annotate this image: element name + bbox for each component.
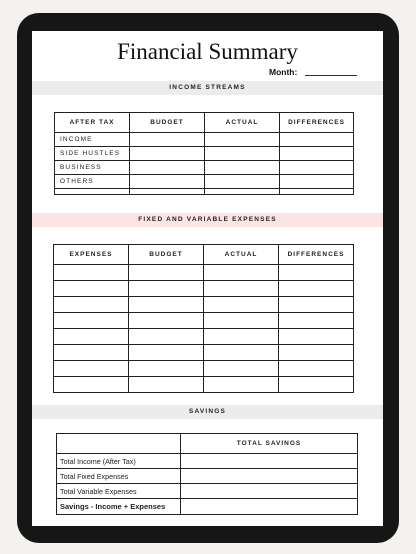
table-row — [55, 189, 354, 195]
table-row — [54, 345, 354, 361]
table-row — [54, 377, 354, 393]
table-cell[interactable] — [279, 281, 354, 297]
income-col-budget: BUDGET — [130, 113, 205, 133]
savings-row-label: Total Income (After Tax) — [57, 454, 181, 469]
table-cell[interactable] — [129, 265, 204, 281]
income-section-header: INCOME STREAMS — [32, 81, 383, 95]
table-cell[interactable] — [129, 313, 204, 329]
table-cell[interactable] — [204, 297, 279, 313]
expenses-table-body — [54, 265, 354, 393]
table-cell — [280, 189, 354, 195]
table-cell[interactable] — [204, 265, 279, 281]
income-table — [54, 112, 354, 195]
table-cell — [205, 189, 280, 195]
table-cell[interactable] — [54, 313, 129, 329]
table-row — [54, 281, 354, 297]
table-cell[interactable] — [205, 147, 280, 161]
expenses-table — [53, 244, 354, 393]
table-cell[interactable] — [129, 281, 204, 297]
expenses-col-actual: ACTUAL — [204, 245, 279, 265]
table-row — [55, 161, 354, 175]
income-row-label: OTHERS — [55, 175, 130, 189]
table-cell[interactable] — [54, 265, 129, 281]
table-row — [57, 469, 358, 484]
table-cell[interactable] — [204, 345, 279, 361]
month-field[interactable] — [305, 75, 357, 76]
table-cell — [130, 189, 205, 195]
table-cell[interactable] — [279, 265, 354, 281]
table-cell[interactable] — [205, 133, 280, 147]
month-label: Month: — [269, 67, 298, 77]
page-title: Financial Summary — [117, 39, 298, 64]
table-cell[interactable] — [204, 361, 279, 377]
table-cell[interactable] — [279, 297, 354, 313]
income-col-differences: DIFFERENCES — [280, 113, 354, 133]
income-col-after-tax: AFTER TAX — [55, 113, 130, 133]
table-cell — [55, 189, 130, 195]
table-cell[interactable] — [204, 377, 279, 393]
income-row-label: SIDE HUSTLES — [55, 147, 130, 161]
table-cell[interactable] — [181, 454, 358, 469]
table-cell[interactable] — [129, 377, 204, 393]
savings-row-label: Total Fixed Expenses — [57, 469, 181, 484]
table-cell[interactable] — [280, 175, 354, 189]
table-row — [54, 329, 354, 345]
table-cell[interactable] — [280, 147, 354, 161]
table-row — [54, 313, 354, 329]
table-cell[interactable] — [54, 345, 129, 361]
table-row — [57, 454, 358, 469]
savings-header-blank — [57, 434, 181, 454]
savings-table — [56, 433, 358, 515]
table-cell[interactable] — [54, 281, 129, 297]
table-row — [55, 147, 354, 161]
savings-final-label: Savings - Income + Expenses — [57, 499, 181, 515]
table-cell[interactable] — [129, 329, 204, 345]
table-cell[interactable] — [54, 377, 129, 393]
document-page — [32, 31, 383, 526]
income-col-actual: ACTUAL — [205, 113, 280, 133]
table-row — [57, 484, 358, 499]
savings-col-total: TOTAL SAVINGS — [181, 434, 358, 454]
table-cell[interactable] — [204, 313, 279, 329]
savings-row-label: Total Variable Expenses — [57, 484, 181, 499]
table-cell[interactable] — [129, 361, 204, 377]
table-cell[interactable] — [54, 361, 129, 377]
expenses-col-budget: BUDGET — [129, 245, 204, 265]
table-cell[interactable] — [54, 329, 129, 345]
table-cell[interactable] — [181, 469, 358, 484]
table-cell[interactable] — [130, 161, 205, 175]
income-row-label: INCOME — [55, 133, 130, 147]
table-row — [54, 265, 354, 281]
savings-section-header: SAVINGS — [32, 405, 383, 419]
table-cell[interactable] — [279, 361, 354, 377]
income-row-label: BUSINESS — [55, 161, 130, 175]
table-cell[interactable] — [181, 484, 358, 499]
table-cell[interactable] — [280, 133, 354, 147]
table-row — [55, 133, 354, 147]
table-cell[interactable] — [130, 175, 205, 189]
table-cell[interactable] — [130, 133, 205, 147]
expenses-col-expenses: EXPENSES — [54, 245, 129, 265]
table-cell[interactable] — [279, 329, 354, 345]
table-row — [54, 297, 354, 313]
table-cell[interactable] — [129, 345, 204, 361]
expenses-section-header: FIXED AND VARIABLE EXPENSES — [32, 213, 383, 227]
table-row — [54, 361, 354, 377]
table-cell[interactable] — [130, 147, 205, 161]
table-cell[interactable] — [280, 161, 354, 175]
table-cell[interactable] — [279, 345, 354, 361]
table-row — [57, 499, 358, 515]
table-cell[interactable] — [205, 175, 280, 189]
table-cell[interactable] — [279, 313, 354, 329]
table-cell[interactable] — [204, 329, 279, 345]
table-cell[interactable] — [181, 499, 358, 515]
table-cell[interactable] — [204, 281, 279, 297]
table-cell[interactable] — [129, 297, 204, 313]
table-cell[interactable] — [54, 297, 129, 313]
table-cell[interactable] — [205, 161, 280, 175]
table-row — [55, 175, 354, 189]
table-cell[interactable] — [279, 377, 354, 393]
expenses-col-differences: DIFFERENCES — [279, 245, 354, 265]
